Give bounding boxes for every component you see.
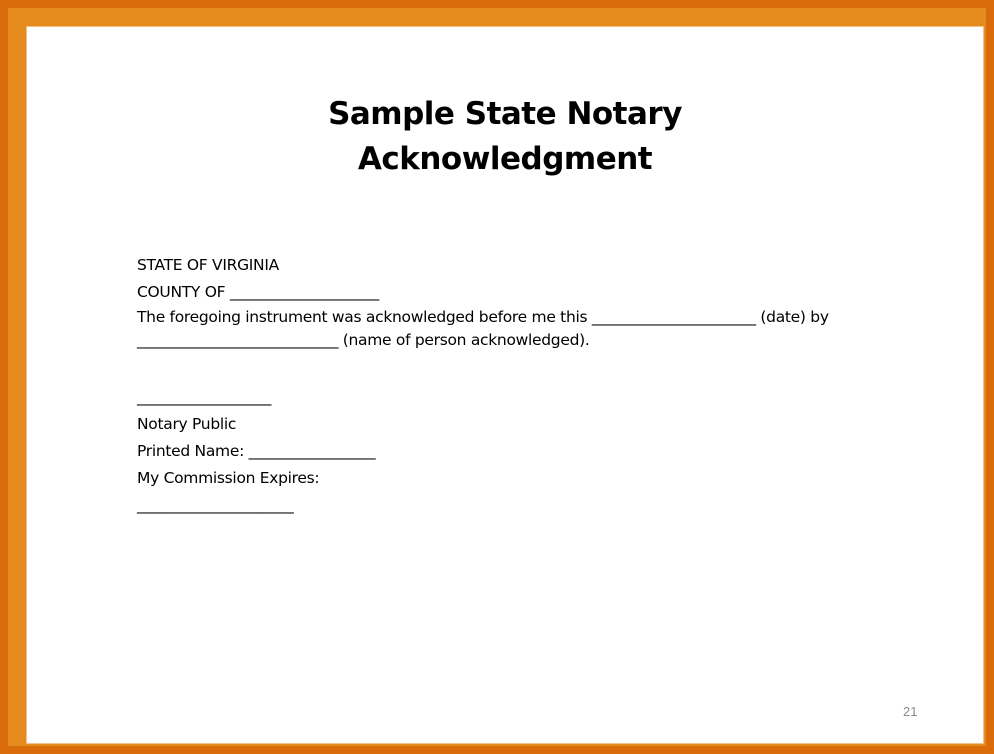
commission-blank: _____________________ — [137, 496, 294, 514]
title-line-2: Acknowledgment — [357, 141, 653, 177]
printed-name-line: Printed Name: _________________ — [137, 442, 376, 460]
commission-expires-label: My Commission Expires: — [137, 469, 320, 487]
signature-blank: __________________ — [137, 388, 272, 406]
state-line: STATE OF VIRGINIA — [137, 256, 279, 274]
title-line-1: Sample State Notary — [328, 96, 682, 132]
page-title — [26, 92, 984, 182]
page-number: 21 — [903, 704, 918, 719]
instrument-line-1: The foregoing instrument was acknowledged before me this ______________________ (date) by — [137, 308, 829, 326]
spacer — [137, 352, 897, 384]
acknowledgment-form — [137, 252, 897, 519]
instrument-line-2: ___________________________ (name of person acknowledged). — [137, 331, 590, 349]
slide-page — [26, 26, 984, 744]
county-line: COUNTY OF ____________________ — [137, 283, 379, 301]
notary-public-label: Notary Public — [137, 415, 237, 433]
